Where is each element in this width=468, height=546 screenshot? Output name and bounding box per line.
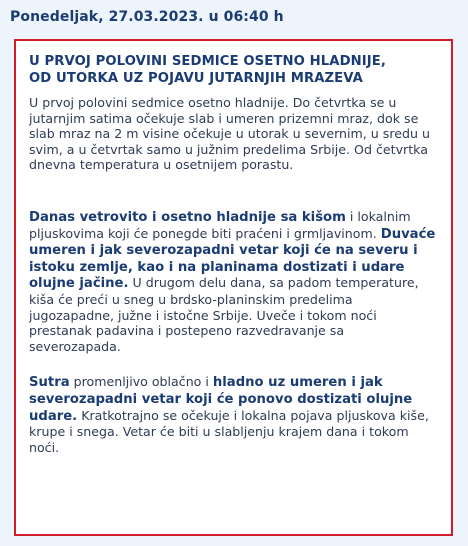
warning-headline (29, 53, 438, 87)
tomorrow-wind-warning: hladno uz umeren i jak severozapadni vetar koji će ponovo dostizati olujne udare. (29, 375, 413, 424)
today-wind-warning: Duvaće umeren i jak severozapadni vetar koji će na severu i istoku zemlje, kao i na planinama dostizati i udare olujne jačine. (29, 226, 436, 292)
tomorrow-text-2: Kratkotrajno se očekuje i lokalna pojava pljuskova kiše, krupe i snega. Vetar će biti u slabljenju krajem dana i tokom noći. (29, 407, 429, 455)
warning-headline-line2: OD UTORKA UZ POJAVU JUTARNJIH MRAZEVA (29, 71, 363, 86)
warning-box (14, 39, 453, 536)
today-bold-intro: Danas vetrovito i osetno hladnije sa kišom (29, 209, 346, 225)
today-text-1: i lokalnim pljuskovima koji će ponegde biti praćeni i grmljavinom. (29, 208, 411, 241)
warning-headline-line1: U PRVOJ POLOVINI SEDMICE OSETNO HLADNIJE, (29, 54, 386, 69)
tomorrow-bold-intro: Sutra (29, 375, 70, 391)
today-text-2: U drugom delu dana, sa padom temperature, kiša će preći u sneg u brdsko-planinskim predelima jugozapadne, južne i istočne Srbije. Uveče i tokom noći prestanak padavina i postepeno razvedravanje sa severozapada. (29, 275, 419, 354)
forecast-date: Ponedeljak, 27.03.2023. u 06:40 h (10, 9, 284, 25)
forecast-summary-paragraph: U prvoj polovini sedmice osetno hladnije. Do četvrtka se u jutarnjim satima očekuje slab i umeren prizemni mraz, dok se slab mraz na 2 m visine očekuje u utorak u severnim, u sredu u svim, a u četvrtak samo u južnim predelima Srbije. Od četvrtka dnevna temperatura u osetnijem porastu. (29, 95, 430, 173)
tomorrow-text-1: promenljivo oblačno i (69, 374, 213, 390)
forecast-tomorrow-paragraph (29, 374, 438, 455)
forecast-today-paragraph (29, 209, 438, 354)
